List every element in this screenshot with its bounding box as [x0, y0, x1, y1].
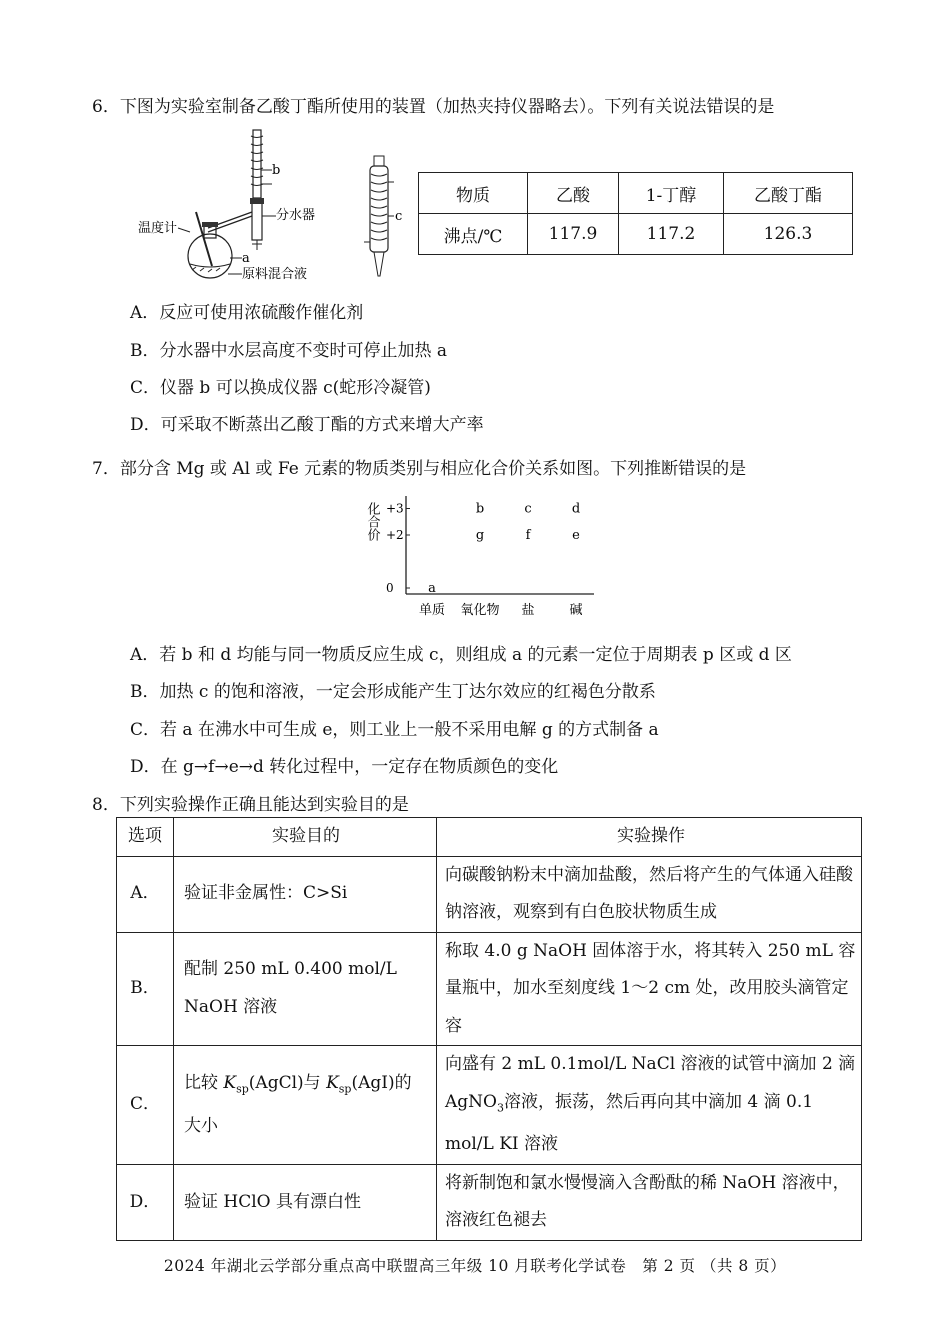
- row-a-operation: 向碳酸钠粉末中滴加盐酸，然后将产生的气体通入硅酸钠溶液，观察到有白色胶状物质生成: [437, 856, 862, 932]
- page-footer: 2024 年湖北云学部分重点高中联盟高三年级 10 月联考化学试卷 第 2 页 （共 8 页）: [163, 1257, 787, 1275]
- q7-stem: 7．部分含 Mg 或 Al 或 Fe 元素的物质类别与相应化合价关系如图。下列推断错误的是: [92, 459, 747, 479]
- q7-option-b: B．加热 c 的饱和溶液，一定会形成能产生丁达尔效应的红褐色分散系: [130, 682, 656, 702]
- boiling-point-table: [418, 172, 853, 255]
- row-d-operation: 将新制饱和氯水慢慢滴入含酚酞的稀 NaOH 溶液中，溶液红色褪去: [437, 1164, 862, 1240]
- bp-value-butyl-acetate: 126.3: [724, 214, 853, 255]
- table-row: [117, 1046, 862, 1165]
- bp-header-acetic-acid: 乙酸: [528, 173, 619, 214]
- x-tick-label: 氧化物: [460, 603, 500, 618]
- table-row: [117, 932, 862, 1046]
- q7-option-a: A．若 b 和 d 均能与同一物质反应生成 c，则组成 a 的元素一定位于周期表 p 区或 d 区: [130, 645, 792, 665]
- header-purpose: 实验目的: [174, 818, 437, 857]
- bp-header-substance: 物质: [419, 173, 528, 214]
- x-tick-label: 单质: [418, 603, 446, 618]
- point-e: e: [572, 528, 580, 543]
- x-tick-label: 碱: [569, 603, 583, 618]
- table-row: [117, 856, 862, 932]
- bp-value-acetic-acid: 117.9: [528, 214, 619, 255]
- row-d-purpose: 验证 HClO 具有漂白性: [174, 1164, 437, 1240]
- bp-row-label: 沸点/℃: [419, 214, 528, 255]
- label-c: c: [395, 209, 403, 224]
- y-tick-label: +2: [386, 528, 404, 542]
- bp-header-butyl-acetate: 乙酸丁酯: [724, 173, 853, 214]
- point-g: g: [475, 528, 485, 543]
- point-c: c: [524, 501, 532, 517]
- q7-option-d: D．在 g→f→e→d 转化过程中，一定存在物质颜色的变化: [130, 757, 559, 777]
- y-tick-label: +3: [386, 501, 404, 516]
- row-c-option: C．: [117, 1046, 174, 1165]
- label-thermometer: 温度计: [138, 221, 178, 236]
- row-c-operation: 向盛有 2 mL 0.1mol/L NaCl 溶液的试管中滴加 2 滴 AgNO$_3$溶液，振荡，然后再向其中滴加 4 滴 0.1 mol/L KI 溶液: [437, 1046, 862, 1165]
- label-b: b: [272, 163, 281, 178]
- row-a-purpose: 验证非金属性：C>Si: [174, 856, 437, 932]
- coil-condenser-figure: [352, 152, 412, 282]
- row-b-operation: 称取 4.0 g NaOH 固体溶于水，将其转入 250 mL 容量瓶中，加水至刻度线 1～2 cm 处，改用胶头滴管定容: [437, 932, 862, 1046]
- point-a: a: [428, 581, 436, 596]
- bp-value-butanol: 117.2: [619, 214, 724, 255]
- row-d-option: D．: [117, 1164, 174, 1240]
- q8-stem: 8．下列实验操作正确且能达到实验目的是: [92, 795, 409, 815]
- q6-option-c: C．仪器 b 可以换成仪器 c(蛇形冷凝管): [130, 378, 431, 398]
- point-b: b: [475, 501, 485, 517]
- row-a-option: A．: [117, 856, 174, 932]
- label-mixture: 原料混合液: [242, 267, 308, 282]
- bp-header-butanol: 1-丁醇: [619, 173, 724, 214]
- q6-option-d: D．可采取不断蒸出乙酸丁酯的方式来增大产率: [130, 415, 484, 435]
- q7-option-c: C．若 a 在沸水中可生成 e，则工业上一般不采用电解 g 的方式制备 a: [130, 720, 659, 740]
- row-b-purpose: 配制 250 mL 0.400 mol/L NaOH 溶液: [174, 932, 437, 1046]
- q6-option-a: A．反应可使用浓硫酸作催化剂: [130, 303, 364, 323]
- row-b-option: B．: [117, 932, 174, 1046]
- row-c-purpose: 比较 $K_{sp}(AgCl)$与 $K_{sp}(AgI)$的大小: [174, 1046, 437, 1165]
- experiment-table: [116, 817, 862, 1241]
- x-tick-label: 盐: [521, 603, 535, 618]
- point-f: f: [525, 528, 531, 543]
- label-a: a: [242, 251, 250, 266]
- valence-chart: [360, 490, 600, 622]
- header-operation: 实验操作: [437, 818, 862, 857]
- q6-option-b: B．分水器中水层高度不变时可停止加热 a: [130, 341, 448, 361]
- q6-stem: 6．下图为实验室制备乙酸丁酯所使用的装置（加热夹持仪器略去）。下列有关说法错误的是: [92, 97, 775, 117]
- y-tick-label: 0: [386, 581, 394, 595]
- header-option: 选项: [117, 818, 174, 857]
- table-row: [117, 1164, 862, 1240]
- label-separator: 分水器: [276, 208, 316, 223]
- apparatus-figure: [130, 128, 330, 288]
- point-d: d: [571, 501, 581, 517]
- y-axis-label: 化合价: [364, 502, 380, 541]
